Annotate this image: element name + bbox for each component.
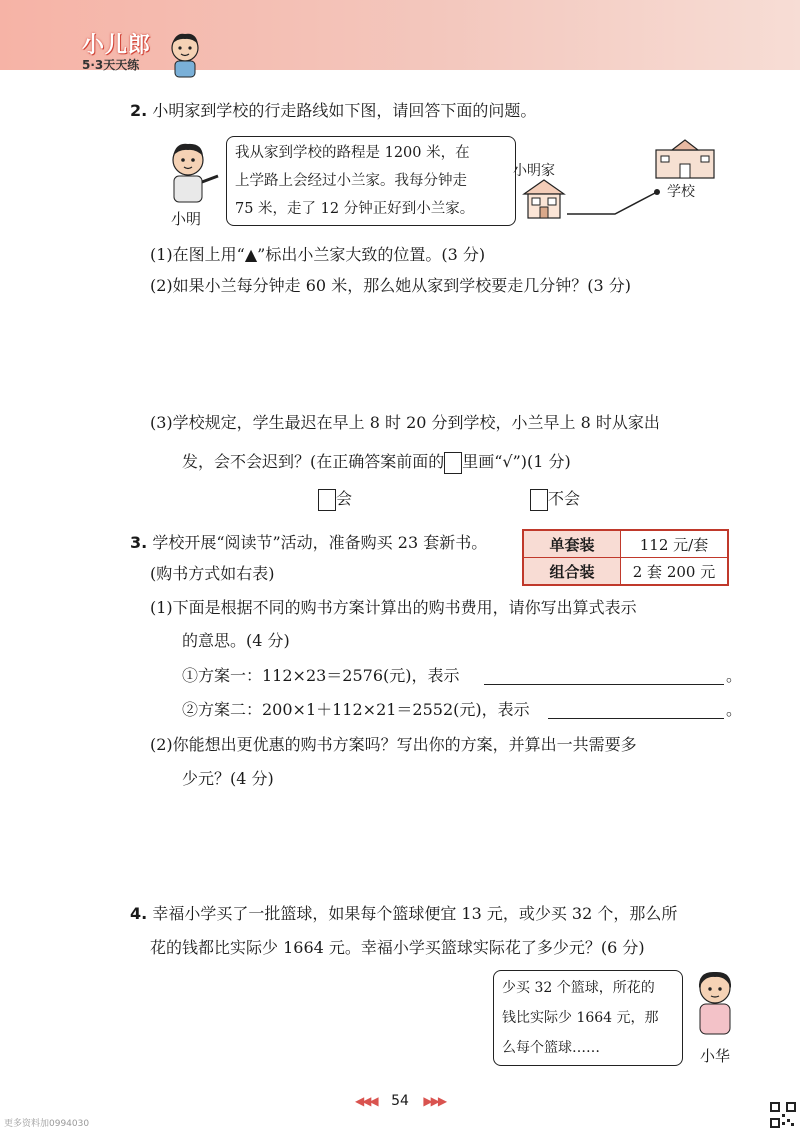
plan-one: ①方案一：112×23＝2576(元)，表示 bbox=[182, 666, 460, 685]
school-icon bbox=[650, 136, 720, 182]
price-table bbox=[522, 529, 729, 586]
footer-note: 更多资料加0994030 bbox=[4, 1119, 90, 1129]
prev-arrows-icon: ◀◀◀ bbox=[354, 1094, 377, 1108]
table-row bbox=[523, 530, 728, 558]
period: 。 bbox=[726, 700, 743, 719]
question-stem: 学校开展“阅读节”活动，准备购买 23 套新书。 bbox=[152, 533, 488, 552]
speaker-label: 小华 bbox=[700, 1047, 731, 1065]
bubble-line: 么每个篮球…… bbox=[502, 1040, 600, 1056]
house-icon bbox=[520, 176, 568, 220]
answer-line[interactable] bbox=[484, 684, 724, 685]
option-label: 会 bbox=[336, 489, 353, 508]
series-label: 5·3天天练 bbox=[82, 58, 140, 72]
sub-question: (1)下面是根据不同的购书方案计算出的购书费用，请你写出算式表示 bbox=[150, 598, 637, 617]
xiaohua-figure-icon bbox=[690, 968, 740, 1040]
question-stem: 幸福小学买了一批篮球，如果每个篮球便宜 13 元，或少买 32 个，那么所 bbox=[152, 904, 678, 923]
table-cell: 组合装 bbox=[523, 558, 621, 586]
question-note: (购书方式如右表) bbox=[150, 564, 275, 583]
bubble-line: 上学路上会经过小兰家。我每分钟走 bbox=[235, 173, 467, 189]
bubble-line: 75 米，走了 12 分钟正好到小兰家。 bbox=[235, 201, 475, 217]
question-number: 4. bbox=[130, 904, 148, 923]
sub-question-line2 bbox=[182, 451, 571, 474]
boy-mascot-icon bbox=[166, 30, 204, 78]
sub-question: (1)在图上用“▲”标出小兰家大致的位置。(3 分) bbox=[150, 245, 486, 264]
bubble-line: 我从家到学校的路程是 1200 米，在 bbox=[235, 145, 470, 161]
speech-bubble bbox=[493, 970, 683, 1066]
home-label: 小明家 bbox=[513, 163, 555, 179]
question-stem: 小明家到学校的行走路线如下图，请回答下面的问题。 bbox=[152, 101, 537, 120]
option-no[interactable] bbox=[530, 488, 580, 511]
checkbox-yes[interactable] bbox=[318, 489, 336, 511]
answer-line[interactable] bbox=[548, 718, 724, 719]
qr-code-icon bbox=[770, 1102, 796, 1128]
period: 。 bbox=[726, 666, 743, 685]
bubble-line: 少买 32 个篮球，所花的 bbox=[502, 980, 655, 996]
question-number: 3. bbox=[130, 533, 148, 552]
sub-question: 少元？(4 分) bbox=[182, 769, 274, 788]
route-line bbox=[565, 180, 665, 220]
table-cell: 2 套 200 元 bbox=[621, 558, 729, 586]
sub-question: (2)你能想出更优惠的购书方案吗？写出你的方案，并算出一共需要多 bbox=[150, 735, 637, 754]
option-yes[interactable] bbox=[318, 488, 352, 511]
table-cell: 112 元/套 bbox=[621, 530, 729, 558]
speech-bubble bbox=[226, 136, 516, 226]
plan-two: ②方案二：200×1＋112×21＝2552(元)，表示 bbox=[182, 700, 530, 719]
sub-question: (2)如果小兰每分钟走 60 米，那么她从家到学校要走几分钟？(3 分) bbox=[150, 276, 631, 295]
speaker-label: 小明 bbox=[171, 210, 202, 228]
brand-logo: 小儿郎 bbox=[82, 33, 152, 58]
sub-question: (3)学校规定，学生最迟在早上 8 时 20 分到学校，小兰早上 8 时从家出 bbox=[150, 413, 660, 432]
next-arrows-icon: ▶▶▶ bbox=[423, 1094, 446, 1108]
question-stem: 花的钱都比实际少 1664 元。幸福小学买篮球实际花了多少元？(6 分) bbox=[150, 938, 645, 957]
question-number: 2. bbox=[130, 101, 148, 120]
page-number-bar bbox=[0, 1093, 800, 1109]
checkbox-no[interactable] bbox=[530, 489, 548, 511]
bubble-line: 钱比实际少 1664 元，那 bbox=[502, 1010, 659, 1026]
table-cell: 单套装 bbox=[523, 530, 621, 558]
xiaoming-figure-icon bbox=[160, 140, 222, 210]
page-number: 54 bbox=[391, 1093, 409, 1109]
instruction-text: 里画“√”)(1 分) bbox=[462, 452, 571, 471]
sub-question: 的意思。(4 分) bbox=[182, 631, 290, 650]
option-label: 不会 bbox=[548, 489, 581, 508]
table-row bbox=[523, 558, 728, 586]
instruction-text: 发，会不会迟到？(在正确答案前面的 bbox=[182, 452, 445, 471]
school-label: 学校 bbox=[667, 184, 695, 200]
answer-box-icon bbox=[444, 452, 462, 474]
